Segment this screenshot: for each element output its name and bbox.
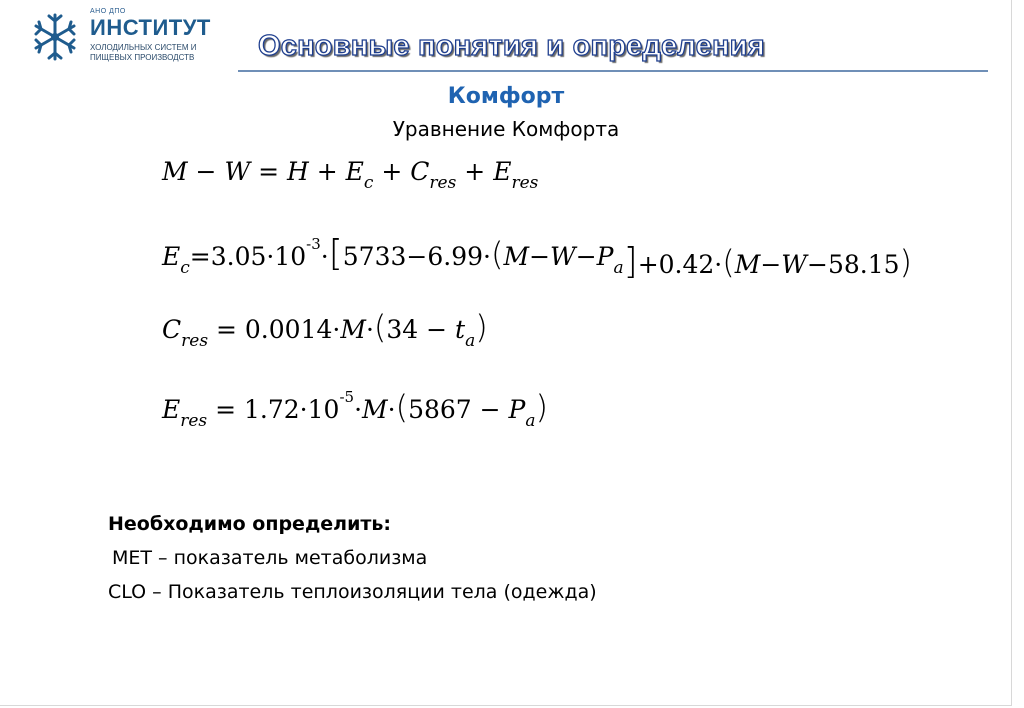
svg-text:Cres = 0.0014·M·(34 − ta): $C_{res} = 0.0014\cdot M\cdot(34 - t_a)$ bbox=[162, 308, 488, 351]
logo-name: ИНСТИТУТ bbox=[90, 15, 211, 40]
svg-text:Ec=3.05·10-3·[5733−6.99·(M−W−P: $E_c=3.05\cdot 10^{-3}\cdot[5733-6.99\cdot(M-W-P_a]+0.42\cdot(M-W-58.15)$ bbox=[162, 233, 913, 282]
definitions-block bbox=[108, 513, 597, 615]
equation-respiratory-evaporation bbox=[161, 388, 548, 431]
section-heading: Уравнение Комфорта bbox=[392, 117, 620, 141]
equation-evaporation bbox=[161, 233, 912, 282]
logo-org-type: АНО ДПО bbox=[90, 8, 126, 15]
definition-met: MET – показатель метаболизма bbox=[112, 547, 428, 569]
equation-heat-balance bbox=[161, 157, 539, 193]
equation-respiratory-convection bbox=[162, 308, 488, 351]
institute-logo bbox=[30, 6, 230, 62]
definition-clo: CLO – Показатель теплоизоляции тела (одежда) bbox=[108, 581, 597, 603]
definitions-heading: Необходимо определить: bbox=[108, 513, 392, 535]
title-divider bbox=[238, 70, 988, 72]
comfort-equations bbox=[150, 140, 913, 450]
slide-title: Основные понятия и определения bbox=[258, 30, 765, 62]
equations-block bbox=[150, 140, 913, 450]
logo-line-1: ХОЛОДИЛЬНЫХ СИСТЕМ И bbox=[90, 43, 197, 52]
snowflake-icon bbox=[30, 12, 80, 62]
svg-text:M − W = H + Ec + Cres + Eres: $M - W = H + E_c + C_{res} + E_{res}$ bbox=[162, 157, 539, 193]
logo-line-2: ПИЩЕВЫХ ПРОИЗВОДСТВ bbox=[90, 53, 195, 62]
svg-text:Eres = 1.72·10-5·M·(5867 − Pa): $E_{res} = 1.72\cdot 10^{-5}\cdot M\cdot(5867 - P_a)$ bbox=[162, 388, 548, 431]
slide-subtitle: Комфорт bbox=[447, 84, 565, 109]
